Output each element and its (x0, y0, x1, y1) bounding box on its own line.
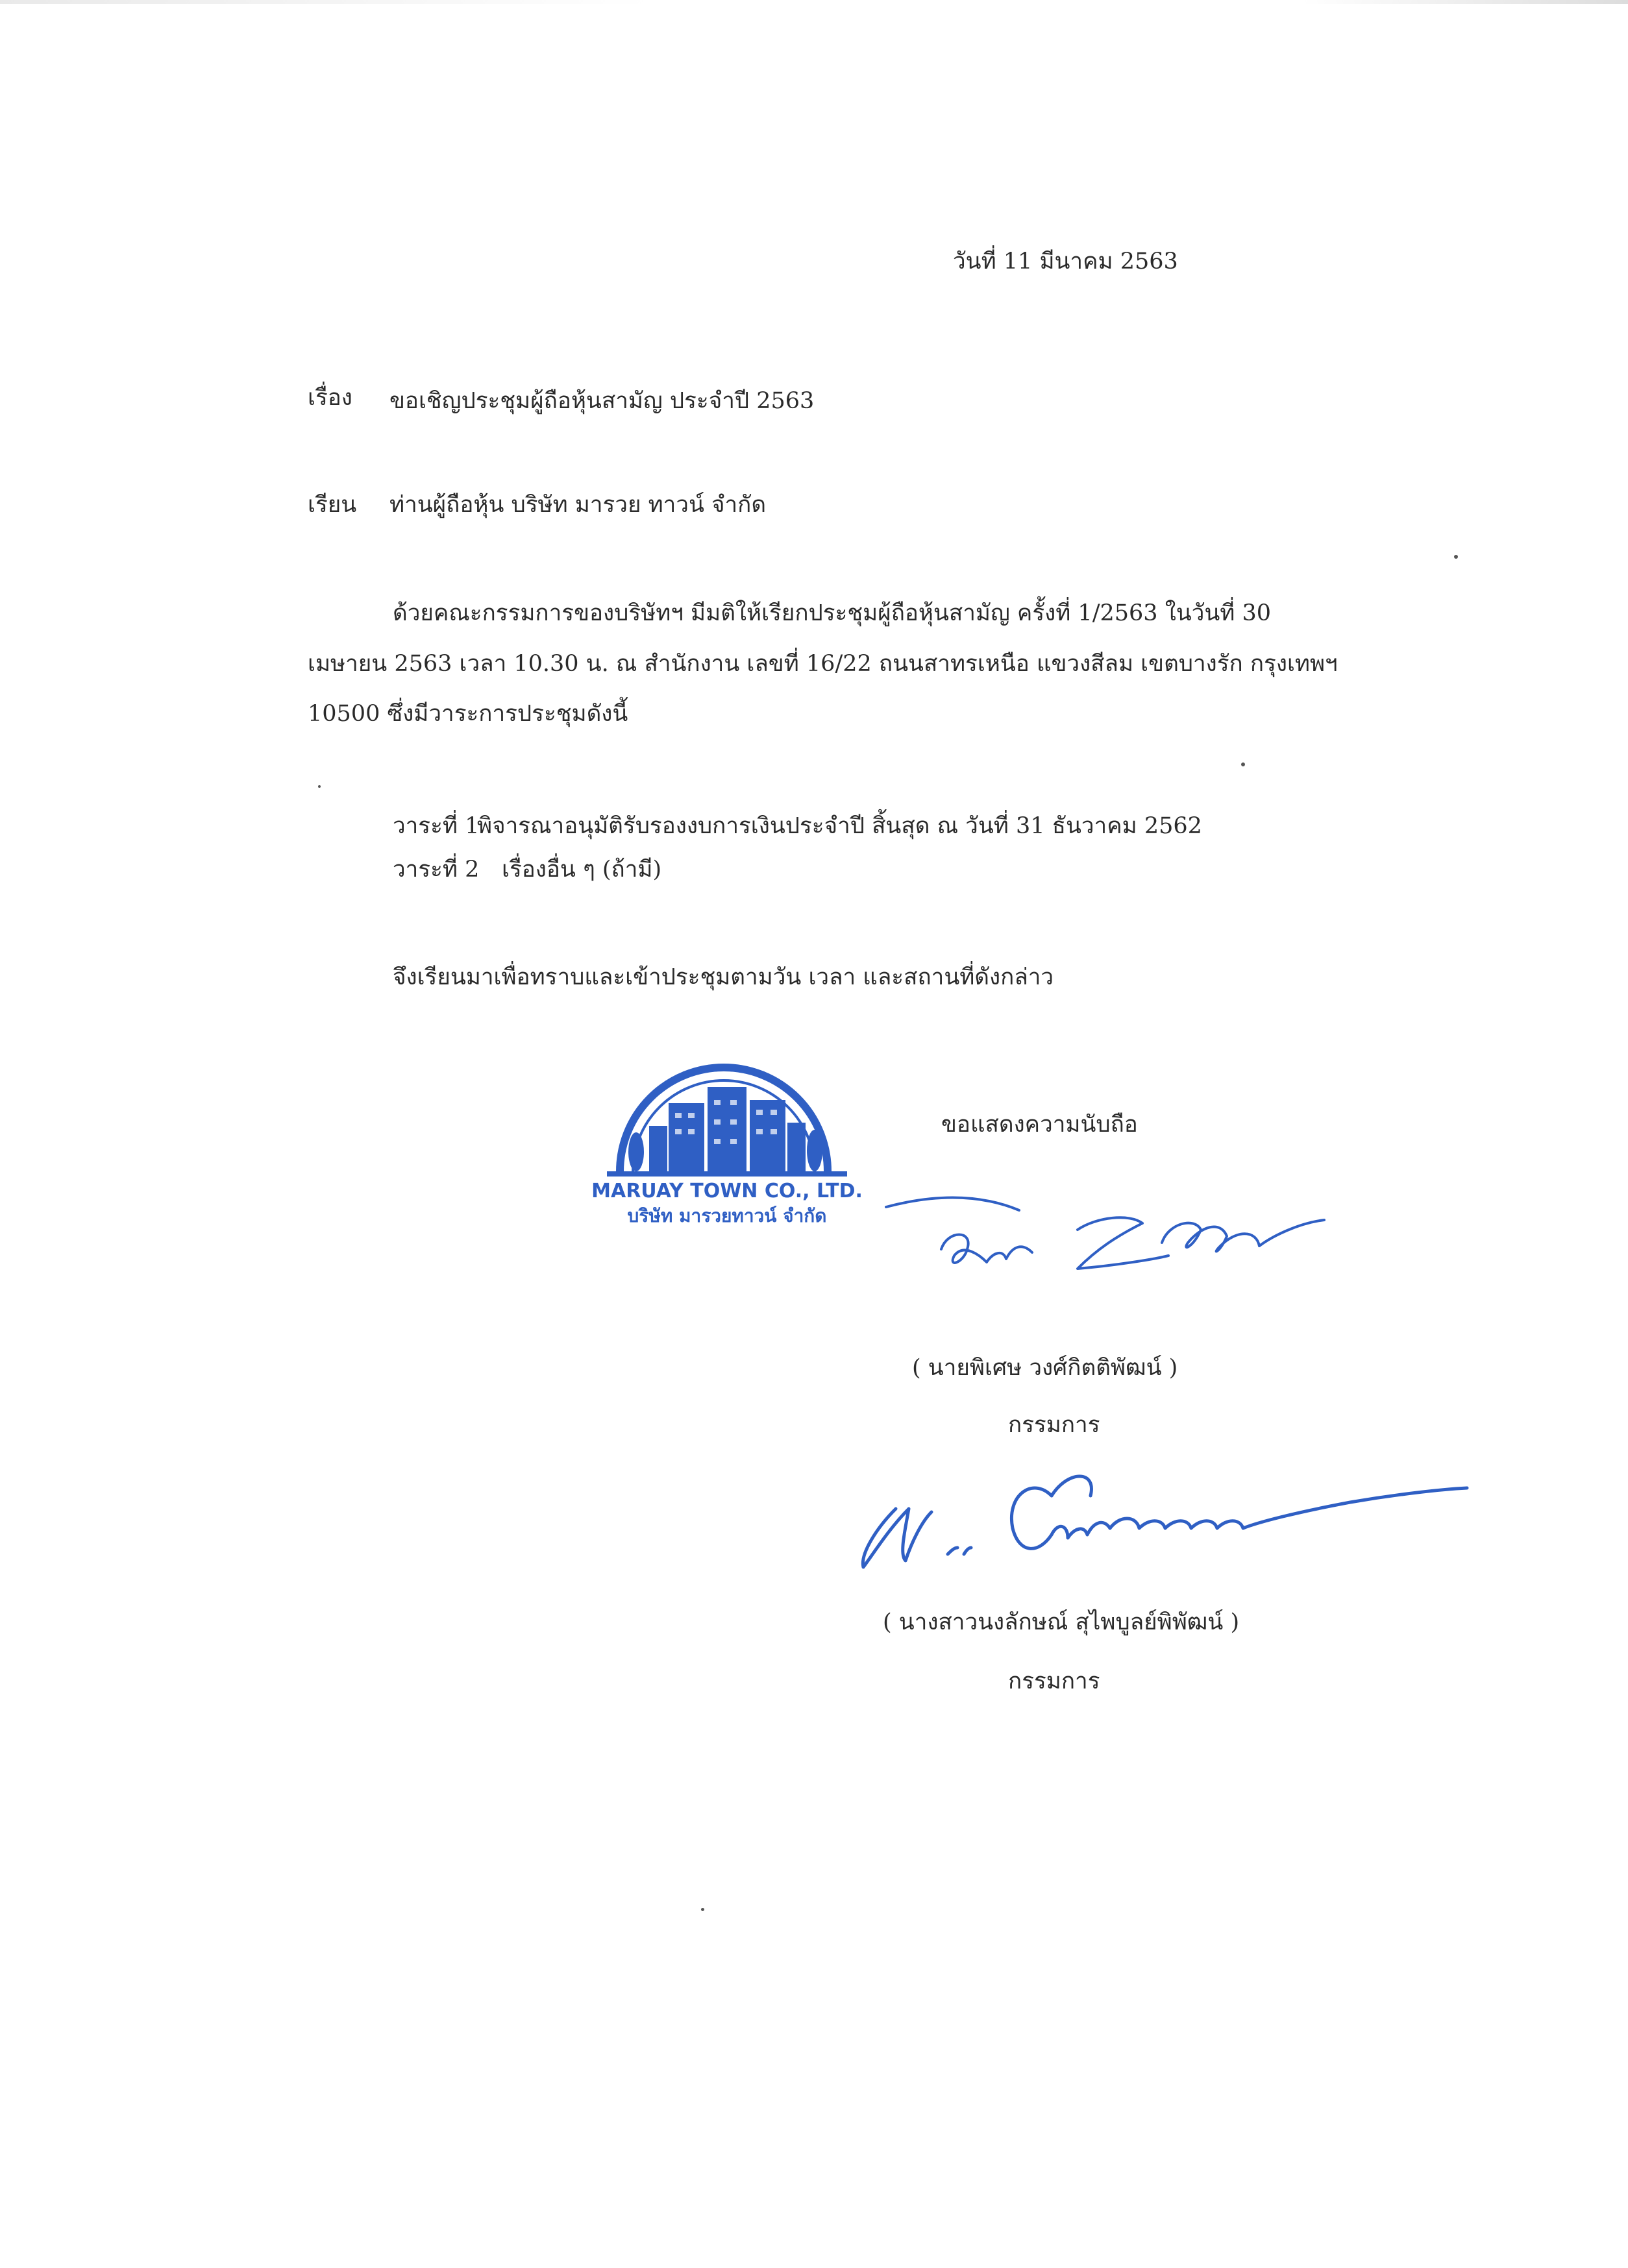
body-line: 10500 ซึ่งมีวาระการประชุมดังนี้ (308, 701, 628, 727)
agenda-label: วาระที่ 2 (393, 857, 480, 883)
closing-line: จึงเรียนมาเพื่อทราบและเข้าประชุมตามวัน เวลา และสถานที่ดังกล่าว (393, 964, 1054, 990)
company-logo-icon (581, 1042, 873, 1233)
scan-speck (701, 1908, 704, 1911)
agenda-text: พิจารณาอนุมัติรับรองงบการเงินประจำปี สิ้นสุด ณ วันที่ 31 ธันวาคม 2562 (477, 813, 1202, 839)
scan-edge (0, 0, 1628, 4)
subject-text: ขอเชิญประชุมผู้ถือหุ้นสามัญ ประจำปี 2563 (389, 388, 815, 414)
scan-speck (1241, 762, 1245, 766)
signatory-title: กรรมการ (1008, 1668, 1100, 1694)
body-line: ด้วยคณะกรรมการของบริษัทฯ มีมติให้เรียกประชุมผู้ถือหุ้นสามัญ ครั้งที่ 1/2563 ในวันที่ 30 (393, 600, 1272, 626)
agenda-text: เรื่องอื่น ๆ (ถ้ามี) (502, 857, 662, 883)
scan-speck (318, 785, 321, 788)
signatory-name: ( นายพิเศษ วงศ์กิตติพัฒน์ ) (912, 1355, 1178, 1381)
company-stamp (581, 1042, 873, 1233)
signature-2 (844, 1457, 1480, 1593)
signatory-title: กรรมการ (1008, 1412, 1100, 1438)
signature-1 (883, 1191, 1402, 1308)
scan-speck (1454, 555, 1458, 559)
body-line: เมษายน 2563 เวลา 10.30 น. ณ สำนักงาน เลขที่ 16/22 ถนนสาทรเหนือ แขวงสีลม เขตบางรัก กรุงเทพฯ (308, 651, 1338, 677)
svg-text:บริษัท มารวยทาวน์ จำกัด: บริษัท มารวยทาวน์ จำกัด (627, 1205, 827, 1226)
agenda-label: วาระที่ 1 (393, 813, 480, 839)
recipient-label: เรียน (308, 492, 357, 518)
letter-date: วันที่ 11 มีนาคม 2563 (953, 249, 1178, 274)
subject-label: เรื่อง (308, 385, 352, 411)
signatory-name: ( นางสาวนงลักษณ์ สุไพบูลย์พิพัฒน์ ) (883, 1609, 1240, 1635)
recipient-text: ท่านผู้ถือหุ้น บริษัท มารวย ทาวน์ จำกัด (389, 492, 767, 518)
regards-text: ขอแสดงความนับถือ (941, 1112, 1138, 1138)
svg-text:MARUAY TOWN CO., LTD.: MARUAY TOWN CO., LTD. (591, 1180, 863, 1202)
